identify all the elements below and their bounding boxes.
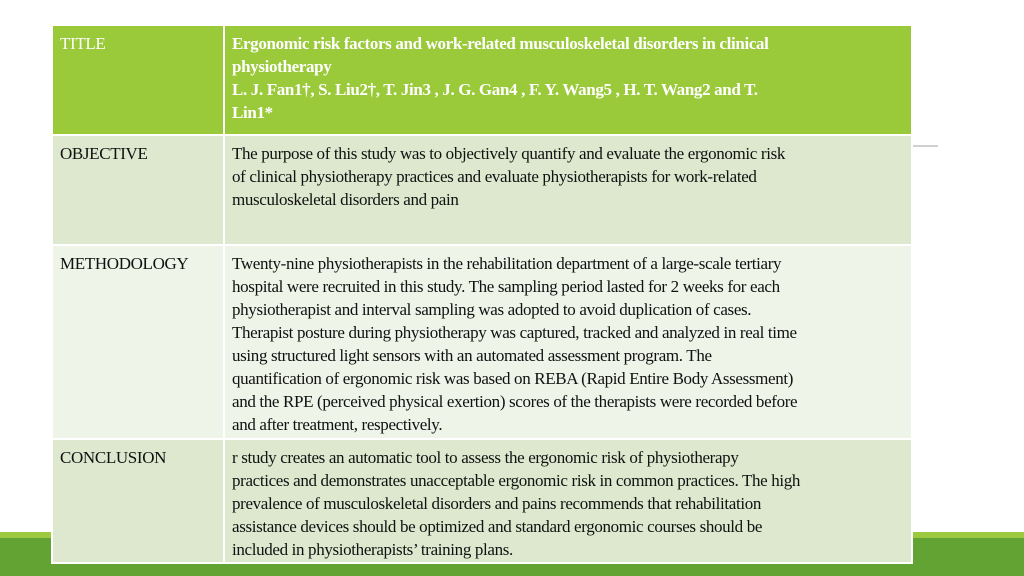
abstract-table: [51, 24, 913, 564]
row-content: [224, 135, 912, 245]
text-line: Lin1*: [232, 103, 273, 122]
text-line: included in physiotherapists’ training plans.: [232, 540, 513, 559]
text-line: Twenty-nine physiotherapists in the rehabilitation department of a large-scale tertiary: [232, 254, 782, 273]
row-methodology: [52, 245, 912, 439]
text-line: Ergonomic risk factors and work-related musculoskeletal disorders in clinical: [232, 34, 769, 53]
row-content: [224, 245, 912, 439]
text-line: of clinical physiotherapy practices and evaluate physiotherapists for work-related: [232, 167, 757, 186]
text-line: hospital were recruited in this study. The sampling period lasted for 2 weeks for each: [232, 277, 780, 296]
row-label: CONCLUSION: [52, 439, 224, 563]
text-line: and after treatment, respectively.: [232, 415, 443, 434]
text-line: and the RPE (perceived physical exertion) scores of the therapists were recorded before: [232, 392, 798, 411]
row-objective: [52, 135, 912, 245]
row-title: [52, 25, 912, 135]
text-line: The purpose of this study was to objectively quantify and evaluate the ergonomic risk: [232, 144, 785, 163]
text-line: quantification of ergonomic risk was based on REBA (Rapid Entire Body Assessment): [232, 369, 794, 388]
text-line: practices and demonstrates unacceptable ergonomic risk in common practices. The high: [232, 471, 801, 490]
row-content: [224, 25, 912, 135]
text-line: r study creates an automatic tool to assess the ergonomic risk of physiotherapy: [232, 448, 739, 467]
row-conclusion: [52, 439, 912, 563]
text-line: prevalence of musculoskeletal disorders and pains recommends that rehabilitation: [232, 494, 762, 513]
text-line: L. J. Fan1†, S. Liu2†, T. Jin3 , J. G. Gan4 , F. Y. Wang5 , H. T. Wang2 and T.: [232, 80, 758, 99]
row-label: TITLE: [52, 25, 224, 135]
row-label: OBJECTIVE: [52, 135, 224, 245]
decorative-rule: [913, 145, 938, 147]
text-line: physiotherapy: [232, 57, 332, 76]
text-line: assistance devices should be optimized and standard ergonomic courses should be: [232, 517, 763, 536]
row-content: [224, 439, 912, 563]
text-line: Therapist posture during physiotherapy was captured, tracked and analyzed in real time: [232, 323, 797, 342]
text-line: physiotherapist and interval sampling was adopted to avoid duplication of cases.: [232, 300, 752, 319]
row-label: METHODOLOGY: [52, 245, 224, 439]
text-line: musculoskeletal disorders and pain: [232, 190, 459, 209]
text-line: using structured light sensors with an automated assessment program. The: [232, 346, 712, 365]
